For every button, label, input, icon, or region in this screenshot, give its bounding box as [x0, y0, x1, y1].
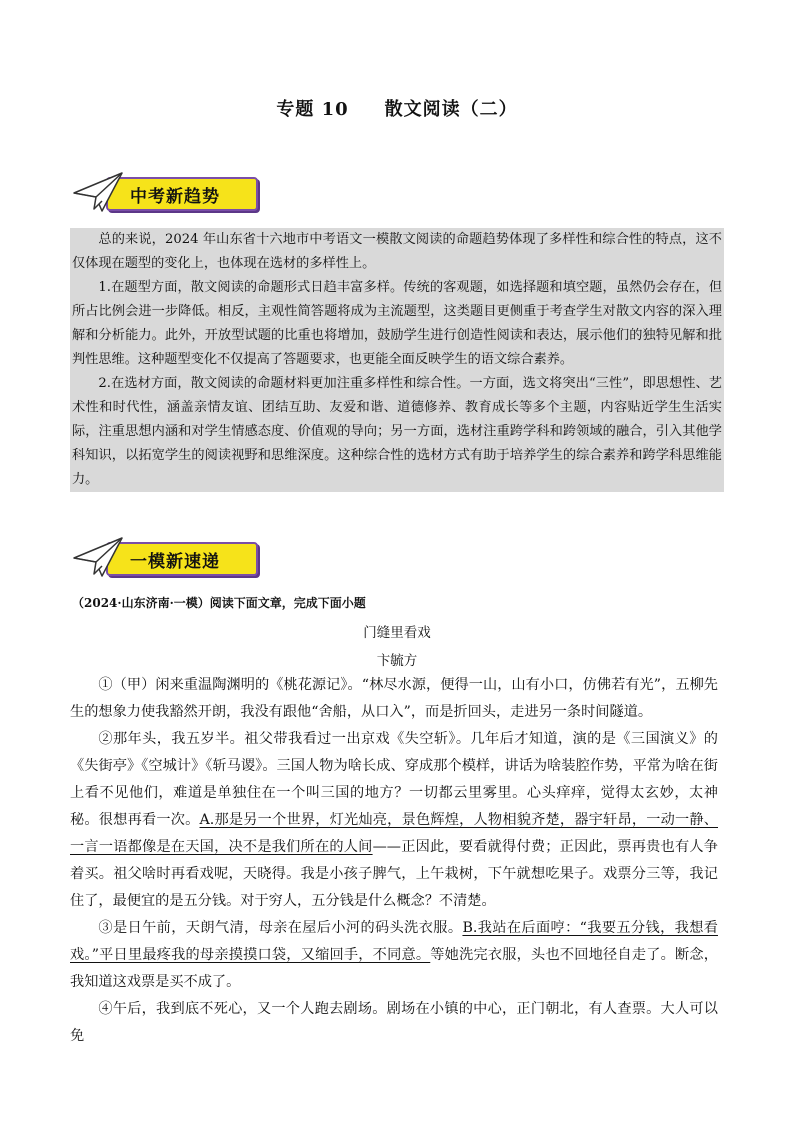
article-paragraph-3	[70, 915, 718, 996]
topic-number: 专题 10	[276, 99, 349, 120]
underlined-sentence-a: A.那是另一个世界，灯光灿亮，景色辉煌，人物相貌齐楚，器宇轩昂，一动一静、一言一语都像是在天国，决不是我们所在的人间	[70, 812, 718, 855]
trend-summary-box	[70, 228, 724, 492]
article-paragraph-2	[70, 726, 718, 915]
page-title	[0, 95, 794, 121]
paper-plane-icon	[72, 171, 124, 215]
section-badge-trend	[72, 173, 262, 213]
text-run: ②那年头，我五岁半。祖父带我看过一出京戏《失空斩》。几年后才知道，演的是《三国演义》的《失街亭》《空城计》《斩马谡》。三国人物为啥长成、穿成那个模样，讲话为啥装腔作势，平常为啥在街上看不见他们，难道是单独住在一个叫三国的地方？一切都云里雾里。心头痒痒，觉得太玄妙，太神秘。很想再看一次。	[70, 731, 718, 828]
trend-paragraph: 2.在选材方面，散文阅读的命题材料更加注重多样性和综合性。一方面，选文将突出“三性”，即思想性、艺术性和时代性，涵盖亲情友谊、团结互助、友爱和谐、道德修养、教育成长等多个主题，内容贴近学生生活实际，注重思想内涵和对学生情感态度、价值观的导向；另一方面，选材注重跨学科和跨领域的融合，引入其他学科知识，以拓宽学生的阅读视野和思维深度。这种综合性的选材方式有助于培养学生的综合素养和跨学科思维能力。	[72, 376, 722, 487]
article-paragraph-4: ④午后，我到底不死心，又一个人跑去剧场。剧场在小镇的中心，正门朝北，有人查票。大人可以免	[70, 1001, 718, 1044]
paper-plane-icon	[72, 536, 124, 580]
article-paragraph-1: ①（甲）闲来重温陶渊明的《桃花源记》。“林尽水源，便得一山，山有小口，仿佛若有光”，五柳先生的想象力使我豁然开朗，我没有跟他“舍船，从口入”，而是折回头，走进另一条时间隧道。	[70, 677, 718, 720]
article-title: 门缝里看戏	[363, 625, 431, 641]
topic-name: 散文阅读（二）	[384, 99, 518, 120]
text-run: ③是日午前，天朗气清，母亲在屋后小河的码头洗衣服。	[98, 920, 463, 936]
trend-paragraph: 总的来说，2024 年山东省十六地市中考语文一模散文阅读的命题趋势体现了多样性和综合性的特点，这不仅体现在题型的变化上，也体现在选材的多样性上。	[72, 232, 722, 271]
question-source: （2024·山东济南·一模）阅读下面文章，完成下面小题	[72, 596, 366, 610]
section-label-trend: 中考新趋势	[130, 187, 220, 207]
article-author: 卞毓方	[376, 653, 418, 669]
text-run: ——正因此，要看就得付费；正因此，票再贵也有人争着买。祖父啥时再看戏呢，天晓得。我是小孩子脾气，上午栽树，下午就想吃果子。戏票分三等，我记住了，最便宜的是五分钱。对于穷人，五分钱是什么概念？不清楚。	[70, 839, 718, 909]
section-badge-recent	[72, 538, 262, 578]
underlined-sentence-b: B.我站在后面哼：“我要五分钱，我想看戏。”平日里最疼我的母亲摸摸口袋，又缩回手，不同意。	[70, 920, 718, 963]
section-label-recent: 一模新速递	[130, 552, 220, 572]
text-run: 等她洗完衣服，头也不回地径自走了。断念，我知道这戏票是买不成了。	[70, 947, 718, 990]
trend-paragraph: 1.在题型方面，散文阅读的命题形式日趋丰富多样。传统的客观题，如选择题和填空题，虽然仍会存在，但所占比例会进一步降低。相反，主观性简答题将成为主流题型，这类题目更侧重于考查学生对散文内容的深入理解和分析能力。此外，开放型试题的比重也将增加，鼓励学生进行创造性阅读和表达，展示他们的独特见解和批判性思维。这种题型变化不仅提高了答题要求，也更能全面反映学生的语文综合素养。	[72, 280, 722, 367]
article-body	[70, 672, 718, 1050]
